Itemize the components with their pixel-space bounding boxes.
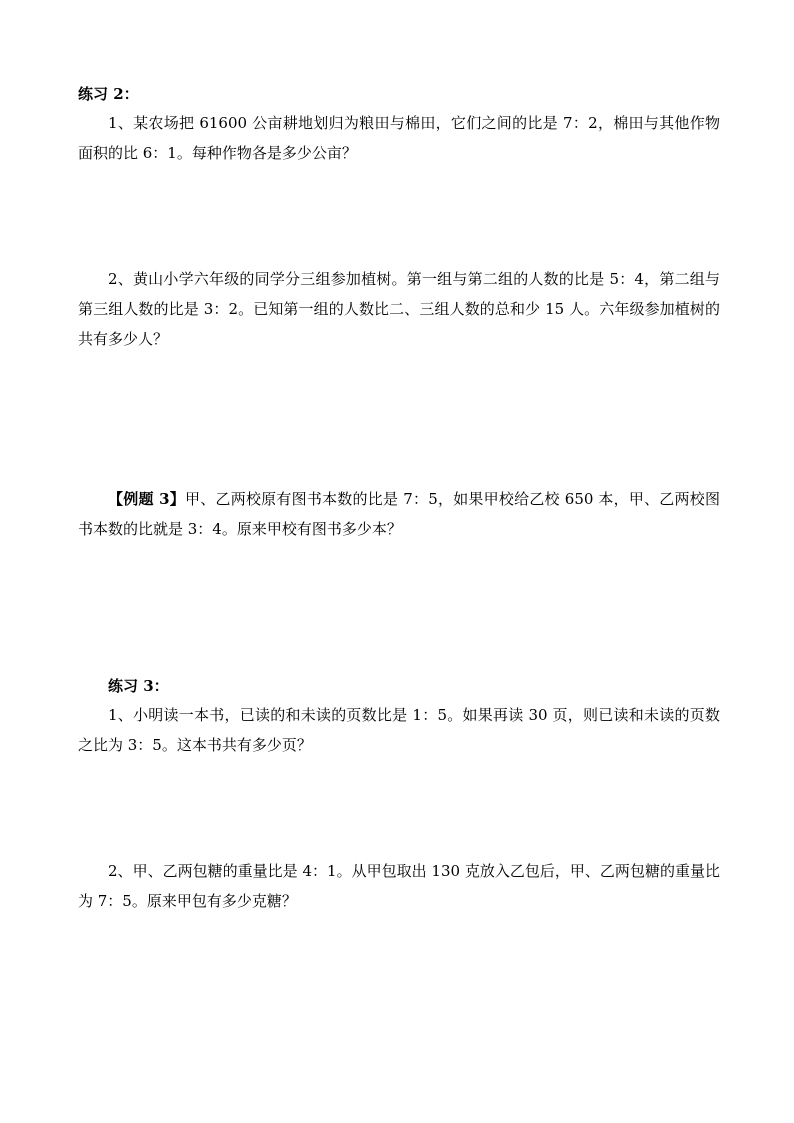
practice-2-question-1: 1、某农场把 61600 公亩耕地划归为粮田与棉田，它们之间的比是 7：2，棉田与其他作物面积的比 6：1。每种作物各是多少公亩？ (78, 114, 720, 162)
practice-3-heading: 练习 3： (108, 677, 169, 695)
practice-2-question-2: 2、黄山小学六年级的同学分三组参加植树。第一组与第二组的人数的比是 5：4，第二组与第三组人数的比是 3：2。已知第一组的人数比二、三组人数的总和少 15 人。六年级参加植树的共有多少人？ (78, 270, 720, 348)
example-3-text: 甲、乙两校原有图书本数的比是 7：5，如果甲校给乙校 650 本，甲、乙两校图书本数的比就是 3：4。原来甲校有图书多少本？ (78, 490, 720, 538)
practice-3-question-2: 2、甲、乙两包糖的重量比是 4：1。从甲包取出 130 克放入乙包后，甲、乙两包糖的重量比为 7：5。原来甲包有多少克糖？ (78, 862, 720, 910)
example-3-tag: 【例题 3】 (108, 490, 186, 508)
practice-3-question-1: 1、小明读一本书，已读的和未读的页数比是 1：5。如果再读 30 页，则已读和未读的页数之比为 3：5。这本书共有多少页？ (78, 706, 720, 754)
example-3-question (78, 484, 720, 544)
practice-2-heading: 练习 2： (78, 85, 139, 103)
